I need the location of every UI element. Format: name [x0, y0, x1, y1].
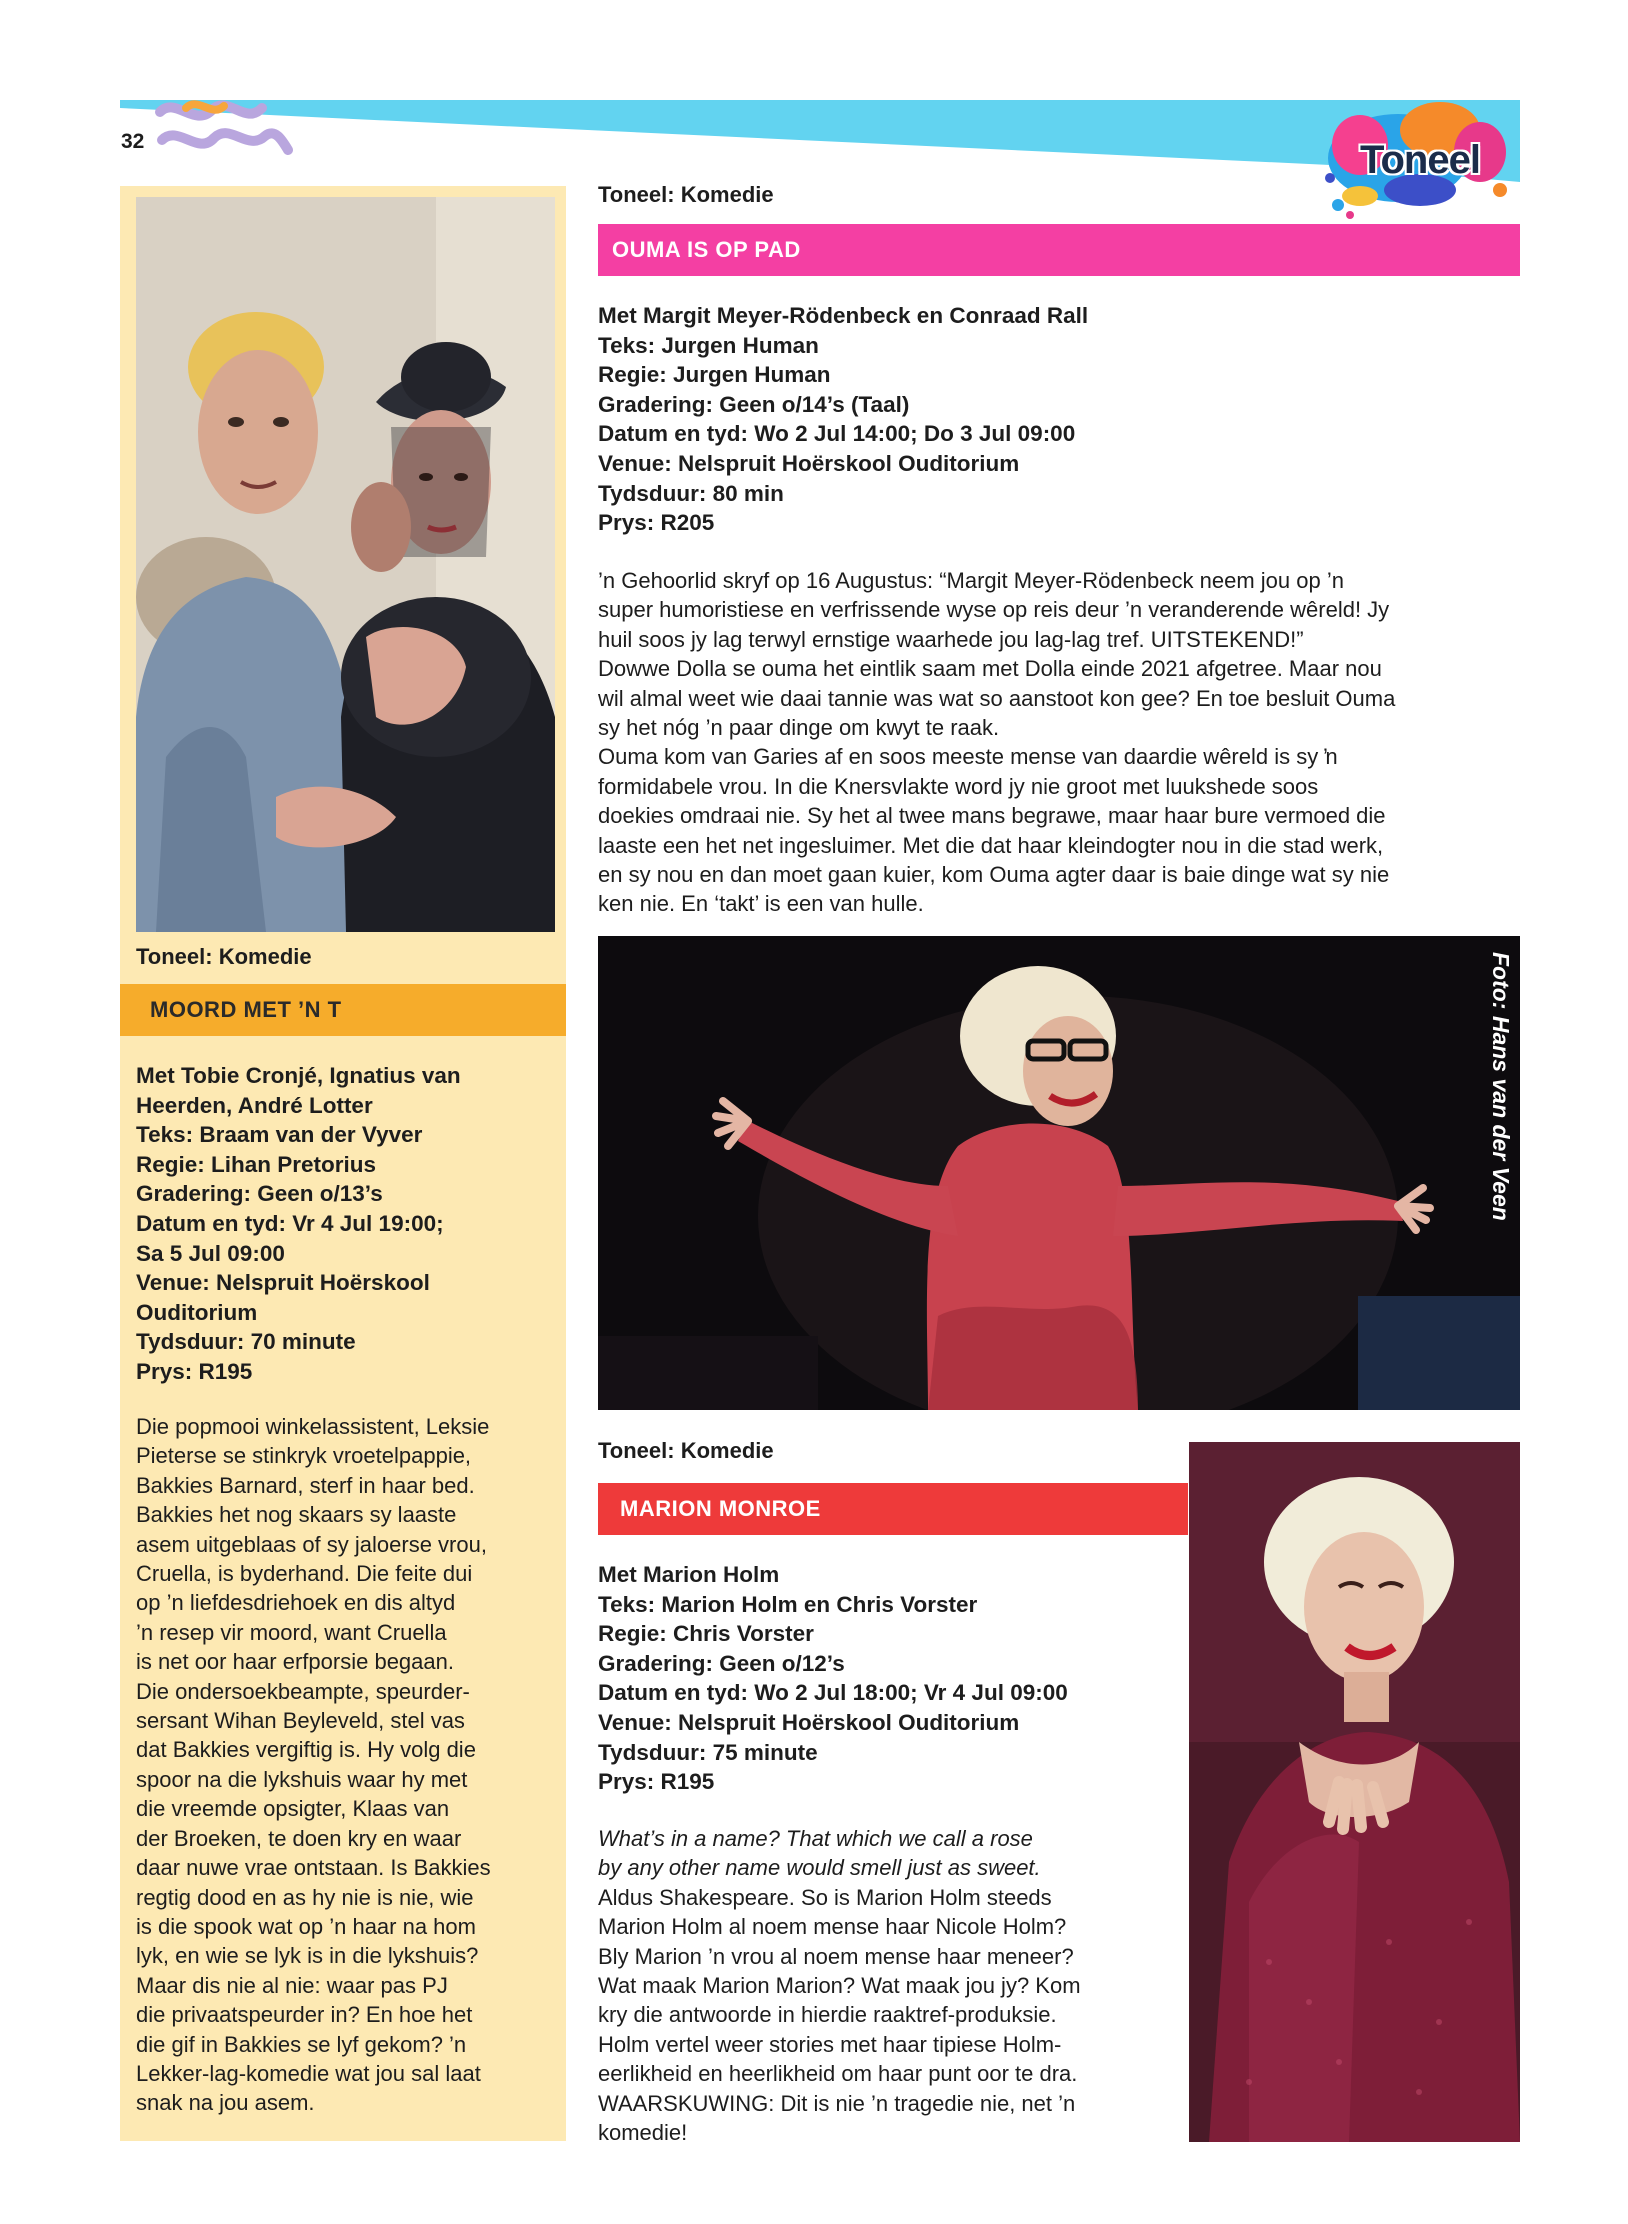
synopsis-line: Marion Holm al noem mense haar Nicole Holm? [598, 1914, 1067, 1940]
synopsis-line: Bly Marion ’n vrou al noem mense haar meneer? [598, 1943, 1074, 1969]
credit-line: Teks: Jurgen Human [598, 332, 819, 358]
synopsis-line: regtig dood en as hy nie is nie, wie [136, 1884, 474, 1910]
moord-photo-illustration [136, 197, 555, 932]
synopsis-line: Wat maak Marion Marion? Wat maak jou jy? Kom [598, 1973, 1081, 1999]
synopsis-line: wil almal weet wie daai tannie was wat so aanstoot kon gee? En toe besluit Ouma [598, 685, 1396, 711]
ouma-title-bar [598, 224, 1520, 276]
quote-line: What’s in a name? That which we call a rose [598, 1826, 1033, 1851]
synopsis-line: asem uitgeblaas of sy jaloerse vrou, [136, 1531, 487, 1557]
synopsis-line: Bakkies het nog skaars sy laaste [136, 1502, 457, 1528]
credit-line: Venue: Nelspruit Hoërskool Ouditorium [598, 1709, 1020, 1735]
credit-line: Datum en tyd: Vr 4 Jul 19:00; [136, 1210, 444, 1236]
synopsis-line: is net oor haar erfporsie begaan. [136, 1649, 454, 1675]
credit-line: Met Margit Meyer-Rödenbeck en Conraad Rall [598, 303, 1089, 328]
marion-genre: Toneel: Komedie [598, 1438, 774, 1463]
synopsis-line: is die spook wat op ’n haar na hom [136, 1913, 476, 1939]
credit-line: Sa 5 Jul 09:00 [136, 1240, 285, 1266]
synopsis-line: formidabele vrou. In die Knersvlakte word jy nie groot met luukshede soos [598, 773, 1319, 799]
synopsis-line: op ’n liefdesdriehoek en dis altyd [136, 1590, 456, 1616]
synopsis-line: Pieterse se stinkryk vroetelpappie, [136, 1443, 472, 1469]
marion-photo-illustration [1189, 1442, 1520, 2142]
moord-title: MOORD MET ’N T [150, 997, 342, 1022]
marion-synopsis [598, 1824, 1081, 2147]
credit-line: Gradering: Geen o/12’s [598, 1650, 845, 1676]
marion-title-bar [598, 1483, 1188, 1535]
photo-credit: Foto: Hans van der Veen [1488, 952, 1514, 1221]
credit-line: Prys: R195 [136, 1358, 253, 1384]
credit-line: Teks: Marion Holm en Chris Vorster [598, 1591, 978, 1617]
synopsis-line: Lekker-lag-komedie wat jou sal laat [136, 2060, 481, 2086]
synopsis-line: Die ondersoekbeampte, speurder- [136, 1678, 470, 1704]
header-cyan-band [120, 100, 1520, 182]
quote-line: by any other name would smell just as sweet. [598, 1855, 1041, 1881]
moord-genre: Toneel: Komedie [136, 944, 312, 969]
synopsis-line: sy het nóg ’n paar dinge om kwyt te raak. [598, 715, 1000, 741]
marion-title: MARION MONROE [620, 1496, 821, 1521]
synopsis-line: en sy nou en dan moet gaan kuier, kom Ouma agter daar is baie dinge wat sy nie [598, 862, 1390, 888]
synopsis-line: Aldus Shakespeare. So is Marion Holm steeds [598, 1884, 1052, 1910]
synopsis-line: lyk, en wie se lyk is in die lykshuis? [136, 1943, 479, 1969]
credit-line: Heerden, André Lotter [136, 1092, 373, 1118]
credit-line: Datum en tyd: Wo 2 Jul 14:00; Do 3 Jul 09:00 [598, 421, 1076, 447]
credit-line: Regie: Jurgen Human [598, 362, 831, 388]
synopsis-line: sersant Wihan Beyleveld, stel vas [136, 1708, 465, 1734]
synopsis-line: kry die antwoorde in hierdie raaktref-produksie. [598, 2002, 1057, 2028]
synopsis-line: daar nuwe vrae ontstaan. Is Bakkies [136, 1855, 491, 1881]
moord-title-bar [120, 984, 566, 1036]
synopsis-line: Cruella, is byderhand. Die feite dui [136, 1561, 473, 1587]
credit-line: Prys: R195 [598, 1769, 715, 1795]
ouma-photo [598, 936, 1520, 1410]
credit-line: Regie: Lihan Pretorius [136, 1151, 377, 1177]
marion-photo [1189, 1442, 1520, 2142]
synopsis-line: huil soos jy lag terwyl ernstige waarhede jou lag-lag tref. UITSTEKEND!” [598, 626, 1304, 652]
credit-line: Regie: Chris Vorster [598, 1621, 814, 1647]
photo-credit-wrapper [1486, 952, 1514, 1392]
page-number: 32 [121, 130, 145, 153]
synopsis-line: die vreemde opsigter, Klaas van [136, 1796, 450, 1822]
moord-photo [136, 197, 555, 932]
synopsis-line: Holm vertel weer stories met haar tipiese Holm- [598, 2031, 1062, 2057]
credit-line: Ouditorium [136, 1299, 258, 1325]
synopsis-line: komedie! [598, 2120, 688, 2146]
credit-line: Tydsduur: 75 minute [598, 1739, 818, 1765]
ouma-synopsis [598, 566, 1395, 919]
credit-line: Teks: Braam van der Vyver [136, 1122, 423, 1148]
synopsis-line: spoor na die lykshuis waar hy met [136, 1766, 468, 1792]
credit-line: Met Tobie Cronjé, Ignatius van [136, 1063, 461, 1088]
synopsis-line: die gif in Bakkies se lyf gekom? ’n [136, 2031, 467, 2057]
credit-line: Datum en tyd: Wo 2 Jul 18:00; Vr 4 Jul 09:00 [598, 1680, 1068, 1706]
credit-line: Venue: Nelspruit Hoërskool Ouditorium [598, 450, 1020, 476]
credit-line: Tydsduur: 70 minute [136, 1329, 356, 1355]
synopsis-line: ’n Gehoorlid skryf op 16 Augustus: “Margit Meyer-Rödenbeck neem jou op ’n [598, 568, 1344, 593]
synopsis-line: Ouma kom van Garies af en soos meeste mense van daardie wêreld is sy ŉ [598, 744, 1338, 770]
credit-line: Prys: R205 [598, 510, 715, 536]
synopsis-line: doekies omdraai nie. Sy het al twee mans begrawe, maar haar bure vermoed die [598, 803, 1386, 829]
synopsis-line: Dowwe Dolla se ouma het eintlik saam met Dolla einde 2021 afgetree. Maar nou [598, 656, 1382, 682]
marion-credits [598, 1560, 1068, 1797]
moord-synopsis [136, 1412, 491, 2118]
synopsis-line: laaste een het net ingesluimer. Met die dat haar kleindogter nou in die stad werk, [598, 832, 1384, 858]
credit-line: Gradering: Geen o/14’s (Taal) [598, 391, 910, 417]
synopsis-line: ’n resep vir moord, want Cruella [136, 1619, 447, 1645]
synopsis-line: eerlikheid en heerlikheid om haar punt oor te dra. [598, 2061, 1078, 2087]
credit-line: Tydsduur: 80 min [598, 480, 784, 506]
ouma-credits [598, 301, 1088, 538]
credit-line: Gradering: Geen o/13’s [136, 1181, 383, 1207]
ouma-title: OUMA IS OP PAD [612, 237, 801, 262]
credit-line: Met Marion Holm [598, 1562, 780, 1587]
synopsis-line: ken nie. En ‘takt’ is een van hulle. [598, 891, 924, 917]
synopsis-line: super humoristiese en verfrissende wyse op reis deur ’n veranderende wêreld! Jy [598, 597, 1390, 623]
synopsis-line: WAARSKUWING: Dit is nie ’n tragedie nie, net ’n [598, 2090, 1076, 2116]
synopsis-line: dat Bakkies vergiftig is. Hy volg die [136, 1737, 476, 1763]
moord-credits [136, 1061, 461, 1387]
credit-line: Venue: Nelspruit Hoërskool [136, 1270, 430, 1296]
synopsis-line: die privaatspeurder in? En hoe het [136, 2002, 473, 2028]
synopsis-line: snak na jou asem. [136, 2090, 315, 2116]
synopsis-line: Die popmooi winkelassistent, Leksie [136, 1414, 490, 1439]
squiggle-purple-2 [162, 133, 288, 150]
synopsis-line: der Broeken, te doen kry en waar [136, 1825, 462, 1851]
ouma-genre: Toneel: Komedie [598, 182, 774, 207]
synopsis-line: Bakkies Barnard, sterf in haar bed. [136, 1472, 475, 1498]
section-brand: Toneel [1360, 138, 1480, 182]
synopsis-line: Maar dis nie al nie: waar pas PJ [136, 1972, 448, 1998]
